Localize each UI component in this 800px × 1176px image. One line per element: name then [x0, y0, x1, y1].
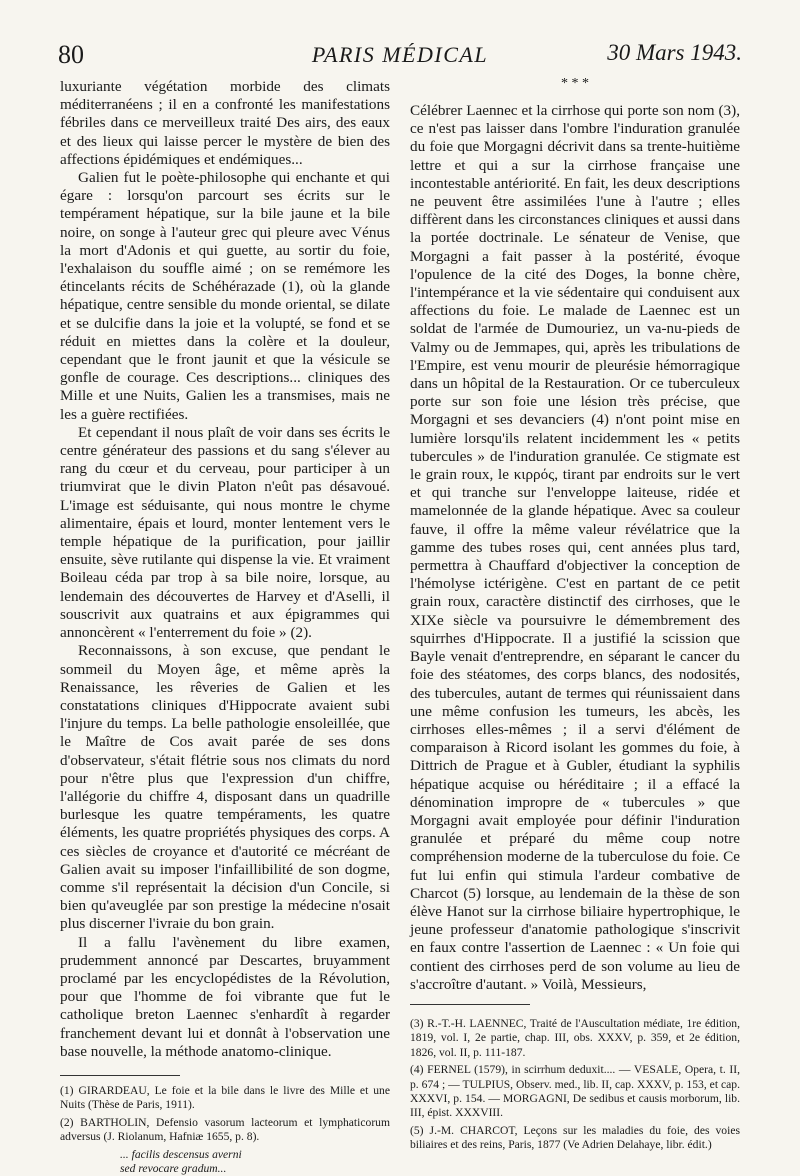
- paragraph: Et cependant il nous plaît de voir dans ses écrits le centre générateur des passions et du sang s'élever au rang du cœur et du cerveau, pour participer à un triumvirat que le divin Platon n'eût pas désavoué. L'image est séduisante, qui nous montre le chyme alimentaire, épais et lourd, monter lentement vers le temple hépatique de la purification, pour jaillir ensuite, sève rutilante qui dispense la vie. Et vraiment Boileau céda par trop à sa bile noire, lorsque, au lendemain des découvertes de Harvey et d'Aselli, il souscrivit aux quatrains et aux épigrammes qui annoncèrent « l'enterrement du foie » (2).: [60, 423, 390, 642]
- footnote: (4) FERNEL (1579), in scirrhum deduxit.... — VESALE, Opera, t. II, p. 674 ; — TULPIUS, Observ. med., lib. II, cap. XXXV, p. 153, et cap. XXXVI, p. 154. — MORGAGNI, De sedibus et causis morborum, lib. III, épist. XXXVIII.: [410, 1063, 740, 1120]
- footnote: (5) J.-M. CHARCOT, Leçons sur les maladies du foie, des voies biliaires et des reins, Paris, 1877 (Ve Adrien Delahaye, libr. édit.): [410, 1123, 740, 1152]
- left-column: [60, 78, 390, 1176]
- footnote: (3) R.-T.-H. LAENNEC, Traité de l'Auscultation médiate, 1re édition, 1819, vol. I, 2e partie, chap. III, obs. XXXV, p. 359, et 2e édition, 1826, vol. II, p. 111-187.: [410, 1016, 740, 1059]
- section-asterism: * * *: [561, 76, 589, 91]
- footnote-verse: sed revocare gradum...: [120, 1162, 227, 1175]
- footnote-divider: [60, 1075, 180, 1076]
- footnote-divider: [410, 1004, 530, 1005]
- footnote-verse: ... facilis descensus averni: [120, 1147, 242, 1161]
- paragraph: luxuriante végétation morbide des climats méditerranéens ; il en a confronté les manifestations fébriles dans ce merveilleux traité Des airs, des eaux et des lieux qui laisse percer le mystère de bien des affections épidémiques et endémiques...: [60, 78, 390, 168]
- paragraph: Reconnaissons, à son excuse, que pendant le sommeil du Moyen âge, et même après la Renaissance, les rêveries de Galien et les constatations cliniques d'Hippocrate avaient subi l'injure du temps. La belle pathologie ensoleillée, que le Maître de Cos avait parée de ses dons d'observateur, s'était flétrie sous nos climats du nord pour n'être plus que l'expression d'un chiffre, l'allégorie du chiffre 4, disposant dans un quadrille burlesque les quatre tempéraments, les quatre éléments, les quatre propriétés physiques des corps. A ces siècles de croyance et d'autorité ce mécréant de Galien avait su imposer l'infaillibilité de son dogme, comme s'il représentait la décision d'un Concile, si bien qu'aveuglée par son prestige la médecine n'osait plus discerner l'ivraie du bon grain.: [60, 642, 390, 933]
- paragraph: Il a fallu l'avènement du libre examen, prudemment annoncé par Descartes, bruyamment proclamé par les encyclopédistes de la Révolution, pour que l'homme de foi vibrante que fut le catholique breton Laennec s'enhardît à regarder franchement devant lui et donnât à l'observation une base nouvelle, la méthode anatomo-clinique.: [60, 933, 390, 1060]
- paragraph: Célébrer Laennec et la cirrhose qui porte son nom (3), ce n'est pas laisser dans l'ombre l'induration granulée du foie que Morgagni décrivit dans sa trente-huitième lettre et qui a sur la cirrhose française une incontestable antériorité. En fait, les deux descriptions ne peuvent être assimilées l'une à l'autre ; elles diffèrent dans les circonstances cliniques et aussi dans la portée doctrinale. Le sénateur de Venise, que Morgagni a fait passer à la postérité, évoque l'opulence de la cité des Doges, la bonne chère, l'intempérance et la vie sédentaire qui conduisent aux affections du foie. Le malade de Laennec est un soldat de l'armée de Dumouriez, un va-nu-pieds de Valmy ou de Jemmapes, qui, après les tribulations de l'Empire, est venu mourir de pleurésie hémorragique dans un hôpital de la Restauration. Or ce tuberculeux porte sur son foie une lésion très précise, que Morgagni et ses devanciers (4) n'ont point mise en lumière lorsqu'ils relatent incidemment les « petits tubercules » de l'induration granulée. Ce stigmate est le grain roux, le κιρρός, tirant par endroits sur le vert et qui tranche sur l'enveloppe laiteuse, ridée et mamelonnée de la glande hépatique. Avec sa couleur fauve, il offre la même valeur révélatrice que la gamme des tubes roses qui, cent années plus tard, permettra à Chauffard d'objectiver la conception de l'hémolyse ictérigène. C'est en partant de ce petit grain roux, caractère distinctif des cirrhoses, que le XIXe siècle va poursuivre le démembrement des squirrhes d'Hippocrate. Il a justifié la scission que Bayle venait d'entreprendre, en séparant le cancer du foie des stéatomes, des corps blancs, des nodosités, des tubercules, autant de termes qui réunissaient dans une même confusion les tumeurs, les abcès, les cirrhoses elles-mêmes ; il a servi d'élément de comparaison à Ricord isolant les gommes du foie, à Dittrich de Prague et à Gubler, étudiant la syphilis hépatique acquise ou héréditaire ; il a effacé la dénomination impropre de « tubercules » que Morgagni avait employée pour définir l'induration granulée et préparé du même coup notre compréhension moderne de la tuberculose du foie. Ce fut lui enfin qui stimula l'ardeur combative de Charcot (5) lorsque, au lendemain de la thèse de son élève Hanot sur la cirrhose biliaire hypertrophique, le jeune professeur d'anatomie pathologique s'inscrivit en faux contre l'assertion de Laennec : « Un foie qui contient des cirrhoses perd de son volume au lieu de s'accroître d'autant. » Voilà, Messieurs,: [410, 102, 740, 993]
- footnotes: [410, 1017, 740, 1153]
- right-column: [410, 78, 740, 1156]
- page-header: [58, 40, 742, 74]
- paragraph: Galien fut le poète-philosophe qui enchante et qui égare : lorsqu'on parcourt ses écrits sur le tempérament hépatique, sur la bile jaune et la bile noire, on songe à l'auteur grec qui pleure avec Vénus la mort d'Adonis et qui guette, au sortir du foie, l'exhalaison du souffle aimé ; on se remémore les étincelants récits de Schéhérazade (1), où la glande hépatique, centre sensible du monde oriental, se dilate et se dulcifie dans la joie et la volupté, se fond et se réduit en miettes dans la colère et la douleur, cependant que le front jaunit et que la vésicule se gonfle de courage. Ces descriptions... cliniques des Mille et une Nuits, Galien les a transmises, mais ne les a guère rectifiées.: [60, 169, 390, 423]
- footnote: (1) GIRARDEAU, Le foie et la bile dans le livre des Mille et une Nuits (Thèse de Paris, 1911).: [60, 1083, 390, 1112]
- journal-title: PARIS MÉDICAL: [311, 42, 489, 67]
- page-number: 80: [58, 40, 84, 69]
- footnotes: [60, 1084, 390, 1176]
- issue-date: 30 Mars 1943.: [607, 40, 742, 65]
- footnote: (2) BARTHOLIN, Defensio vasorum lacteorum et lymphaticorum adversus (J. Riolanum, Hafniæ 1655, p. 8).: [60, 1115, 390, 1144]
